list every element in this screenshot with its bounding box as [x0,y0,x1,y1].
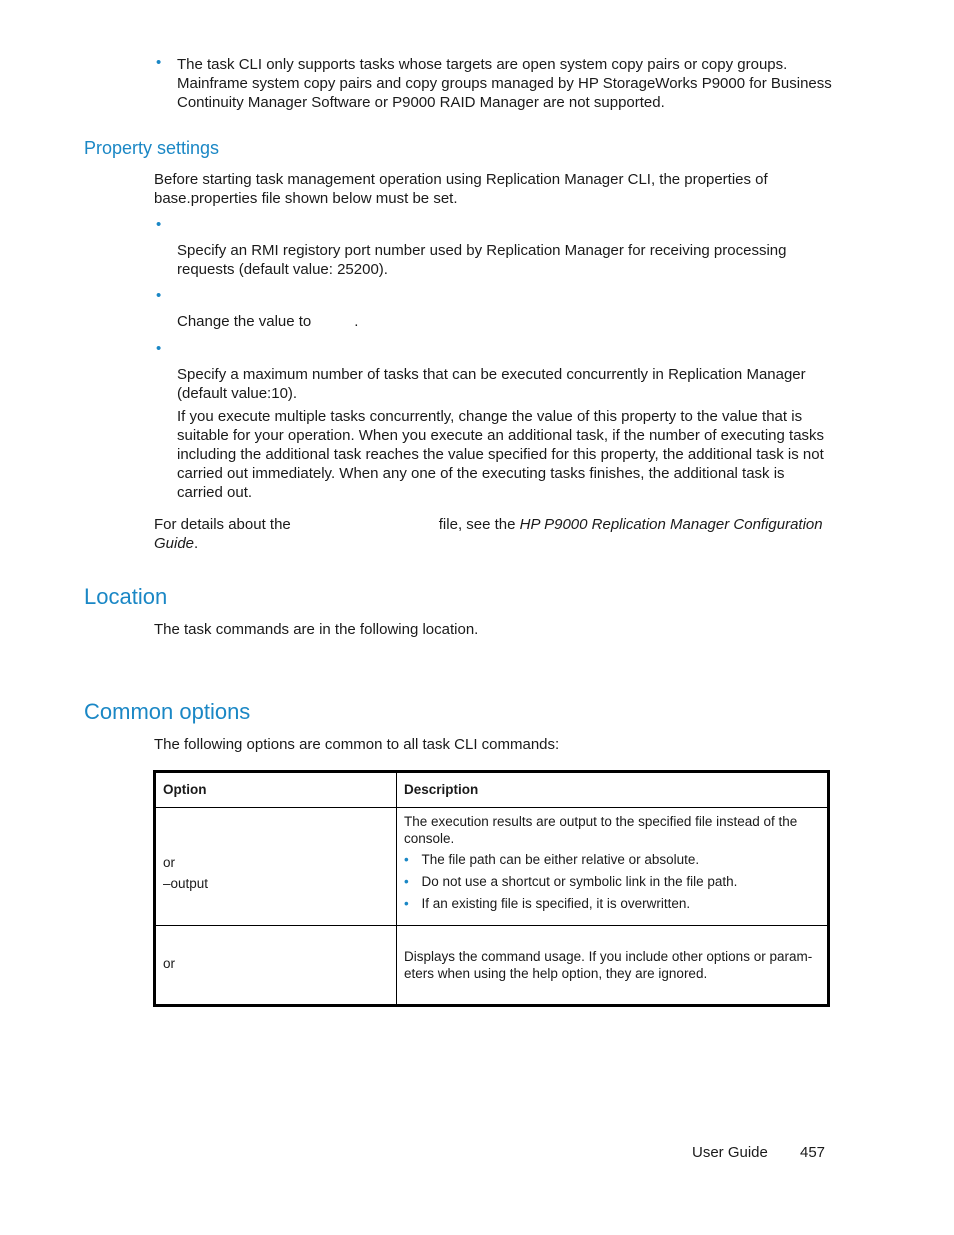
common-options-table [153,770,830,1007]
list-item: • If an existing file is specified, it is overwritten. [404,896,691,911]
bullet-icon: • [156,340,162,357]
page-number: 457 [800,1144,826,1161]
property-item-3-desc: Specify a maximum number of tasks that can be executed concurrently in Replication Manager (default value:10). [177,366,806,402]
option-cell [155,926,397,1006]
bullet-icon: • [404,852,409,867]
bullet-icon: • [156,287,162,304]
description-text: The execution results are output to the specified file instead of the console. [404,814,798,846]
description-column-header: Description [397,772,829,808]
property-item-2-desc-before: Change the value to [177,313,312,330]
option-or: or [163,956,176,971]
bullet-icon: • [404,874,409,889]
details-before: For details about the [154,516,291,533]
footer-label: User Guide [692,1144,768,1161]
description-cell [397,808,829,926]
table-row [155,808,829,926]
list-item: • The file path can be either relative or absolute. [404,852,700,867]
property-details [154,515,834,553]
details-end: . [194,535,199,552]
table-header-row [155,772,829,808]
description-cell [397,926,829,1006]
bullet-icon: • [156,216,162,233]
option-long: –output [163,876,209,891]
option-cell [155,808,397,926]
property-item-2-desc [177,312,358,331]
property-item-3-extra: If you execute multiple tasks concurrently, change the value of this property to the value that is suitable for your operation. When you execute an additional task, if the number of executing tasks including the additional task reaches the value specified for this property, the additional task is not carried out immediately. When any one of the executing tasks finishes, the additional task is carried out. [177,408,825,501]
intro-bullet-text: The task CLI only supports tasks whose targets are open system copy pairs or copy groups. Mainframe system copy pairs and copy groups managed by HP StorageWorks P9000 for Business Continuity Manager Software or P9000 RAID Manager are not supported. [177,56,832,111]
common-options-intro: The following options are common to all task CLI commands: [154,736,560,753]
bullet-icon: • [404,896,409,911]
location-heading: Location [84,584,168,609]
details-title: HP P9000 Replication Manager Configuration Guide [154,516,823,552]
property-settings-heading: Property settings [84,138,220,158]
table-row [155,926,829,1006]
common-options-heading: Common options [84,699,251,724]
description-text: Displays the command usage. If you include other options or parameters when using the help option, they are ignored. [404,949,813,981]
option-or: or [163,855,176,870]
property-item-2-desc-after: . [354,313,359,330]
location-text: The task commands are in the following location. [154,621,479,638]
property-settings-intro: Before starting task management operation using Replication Manager CLI, the properties of base.properties file shown below must be set. [154,171,768,207]
list-item: • Do not use a shortcut or symbolic link in the file path. [404,874,738,889]
bullet-icon: • [156,54,162,71]
property-item-1-desc: Specify an RMI registory port number used by Replication Manager for receiving processing requests (default value: 25200). [177,242,787,278]
option-column-header: Option [155,772,397,808]
details-middle: file, see the [438,516,516,533]
